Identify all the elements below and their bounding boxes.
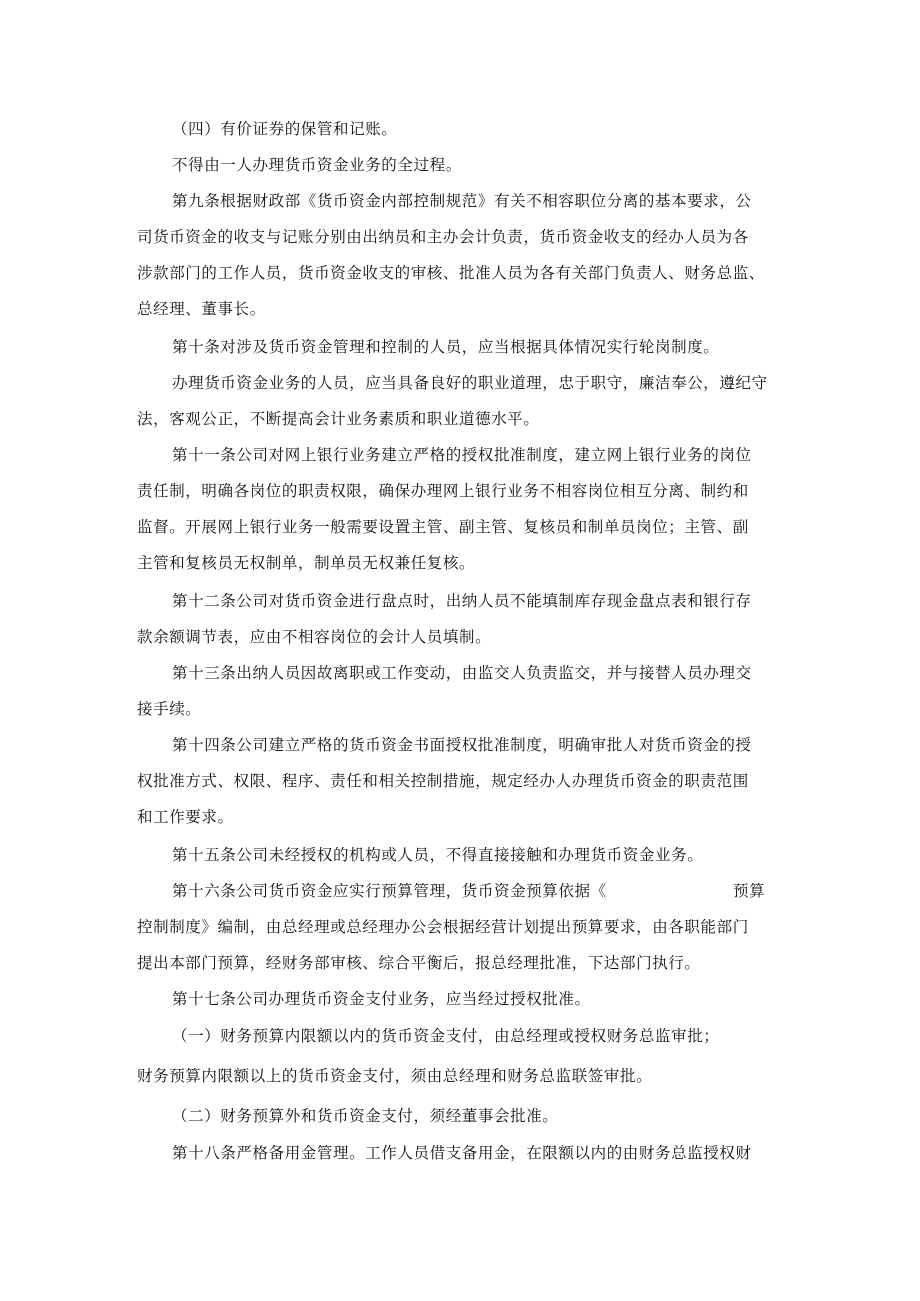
text-line: 财务预算内限额以上的货币资金支付，须由总经理和财务总监联签审批。 (137, 1067, 653, 1085)
text-line: 第十一条公司对网上银行业务建立严格的授权批准制度，建立网上银行业务的岗位 (172, 446, 752, 464)
text-line: 不得由一人办理货币资金业务的全过程。 (172, 156, 462, 174)
text-line: 预算 (733, 882, 766, 900)
text-line: 第十三条出纳人员因故离职或工作变动，由监交人负责监交，并与接替人员办理交 (172, 664, 752, 682)
text-line: 提出本部门预算，经财务部审核、综合平衡后，报总经理批准，下达部门执行。 (137, 954, 701, 972)
text-line: 第十七条公司办理货币资金支付业务，应当经过授权批准。 (172, 990, 591, 1008)
text-line: 第十八条严格备用金管理。工作人员借支备用金，在限额以内的由财务总监授权财 (172, 1144, 752, 1162)
text-line: 第十条对涉及货币资金管理和控制的人员，应当根据具体情况实行轮岗制度。 (172, 338, 720, 356)
text-line: 第九条根据财政部《货币资金内部控制规范》有关不相容职位分离的基本要求，公 (172, 192, 752, 210)
text-line: （一）财务预算内限额以内的货币资金支付，由总经理或授权财务总监审批； (172, 1027, 720, 1045)
text-line: （四）有价证券的保管和记账。 (172, 120, 398, 138)
text-line: 控制制度》编制，由总经理或总经理办公会根据经营计划提出预算要求，由各职能部门 (137, 918, 749, 936)
text-line: 主管和复核员无权制单，制单员无权兼任复核。 (137, 554, 476, 572)
text-line: 权批准方式、权限、程序、责任和相关控制措施，规定经办人办理货币资金的职责范围 (137, 772, 749, 790)
text-line: （二）财务预算外和货币资金支付，须经董事会批准。 (172, 1107, 559, 1125)
text-line: 涉款部门的工作人员，货币资金收支的审核、批准人员为各有关部门负责人、财务总监、 (137, 264, 765, 282)
text-line: 法，客观公正，不断提高会计业务素质和职业道德水平。 (137, 410, 540, 428)
text-line: 接手续。 (137, 700, 202, 718)
text-line: 第十五条公司未经授权的机构或人员，不得直接接触和办理货币资金业务。 (172, 846, 704, 864)
text-line: 第十二条公司对货币资金进行盘点时，出纳人员不能填制库存现金盘点表和银行存 (172, 592, 752, 610)
text-line: 第十六条公司货币资金应实行预算管理，货币资金预算依据《 (172, 882, 607, 900)
text-line: 办理货币资金业务的人员，应当具备良好的职业道理，忠于职守，廉洁奉公，遵纪守 (172, 374, 768, 392)
text-line: 监督。开展网上银行业务一般需要设置主管、副主管、复核员和制单员岗位；主管、副 (137, 518, 749, 536)
text-line: 责任制，明确各岗位的职责权限，确保办理网上银行业务不相容岗位相互分离、制约和 (137, 482, 749, 500)
text-line: 款余额调节表，应由不相容岗位的会计人员填制。 (137, 628, 492, 646)
text-line: 和工作要求。 (137, 808, 234, 826)
text-line: 司货币资金的收支与记账分别由出纳员和主办会计负责，货币资金收支的经办人员为各 (137, 228, 749, 246)
text-line: 总经理、董事长。 (137, 300, 266, 318)
text-line: 第十四条公司建立严格的货币资金书面授权批准制度，明确审批人对货币资金的授 (172, 736, 752, 754)
